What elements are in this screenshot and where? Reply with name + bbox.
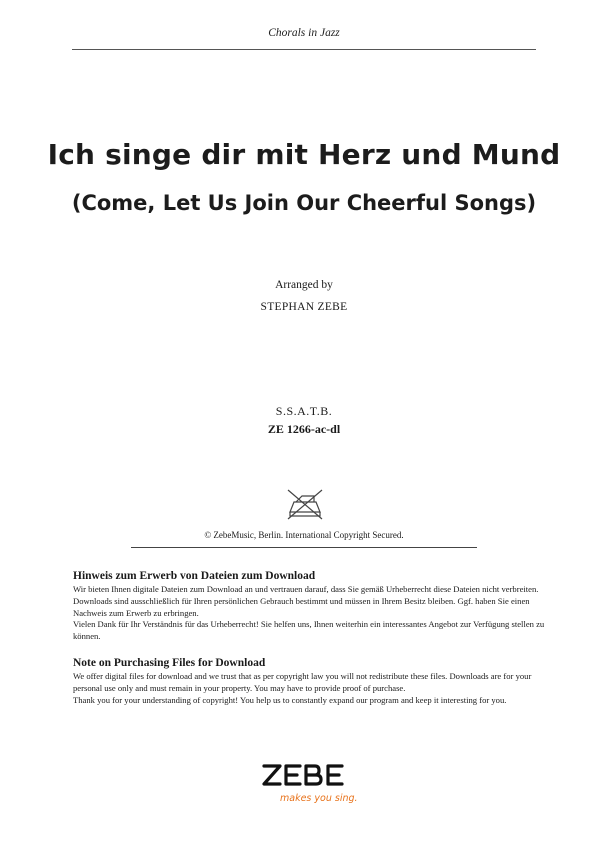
logo-tagline: makes you sing.: [280, 793, 358, 804]
arranged-by-label: Arranged by: [275, 279, 333, 291]
zebe-logo: [260, 760, 360, 810]
series-title: Chorals in Jazz: [268, 27, 340, 39]
notice-heading-english: Note on Purchasing Files for Download: [73, 657, 266, 669]
header-divider: [72, 49, 536, 50]
copyright-notice: © ZebeMusic, Berlin. International Copyright Secured.: [204, 530, 404, 540]
notice-text-english-1: We offer digital files for download and we trust that as per copyright law you will not redistribute these files. Downloads are for your personal use only and must remain in your property. You may have to provide proof of purchase.: [73, 671, 532, 693]
notice-text-german-1: Wir bieten Ihnen digitale Dateien zum Download an und vertrauen darauf, dass Sie gemäß Urheberrecht diese Dateien nicht verbreiten. Downloads sind ausschließlich für Ihren persönlichen Gebrauch bestimmt und müssen in Ihrem Besitz bleiben. Ggf. haben Sie einen Nachweis zum Erwerb zu erbringen.: [73, 584, 539, 618]
notice-text-english-2: Thank you for your understanding of copyright! You help us to constantly expand our program and keep it interesting for you.: [73, 694, 507, 705]
catalog-number: ZE 1266-ac-dl: [267, 422, 341, 436]
page-subtitle: (Come, Let Us Join Our Cheerful Songs): [71, 191, 537, 215]
copyright-divider: [131, 547, 477, 548]
download-notice-german: [73, 570, 548, 643]
arranger-name: STEPHAN ZEBE: [260, 301, 348, 313]
notice-text-german-2: Vielen Dank für Ihr Verständnis für das Urheberrecht! Sie helfen uns, Ihnen weiterhin ein interessantes Angebot zur Verfügung stellen zu können.: [73, 619, 545, 642]
page-title: Ich singe dir mit Herz und Mund: [47, 138, 561, 171]
voicing: S.S.A.T.B.: [275, 404, 333, 418]
no-photocopy-icon: [284, 486, 326, 522]
notice-heading-german: Hinweis zum Erwerb von Dateien zum Download: [73, 570, 316, 582]
download-notice-english: [73, 657, 548, 706]
